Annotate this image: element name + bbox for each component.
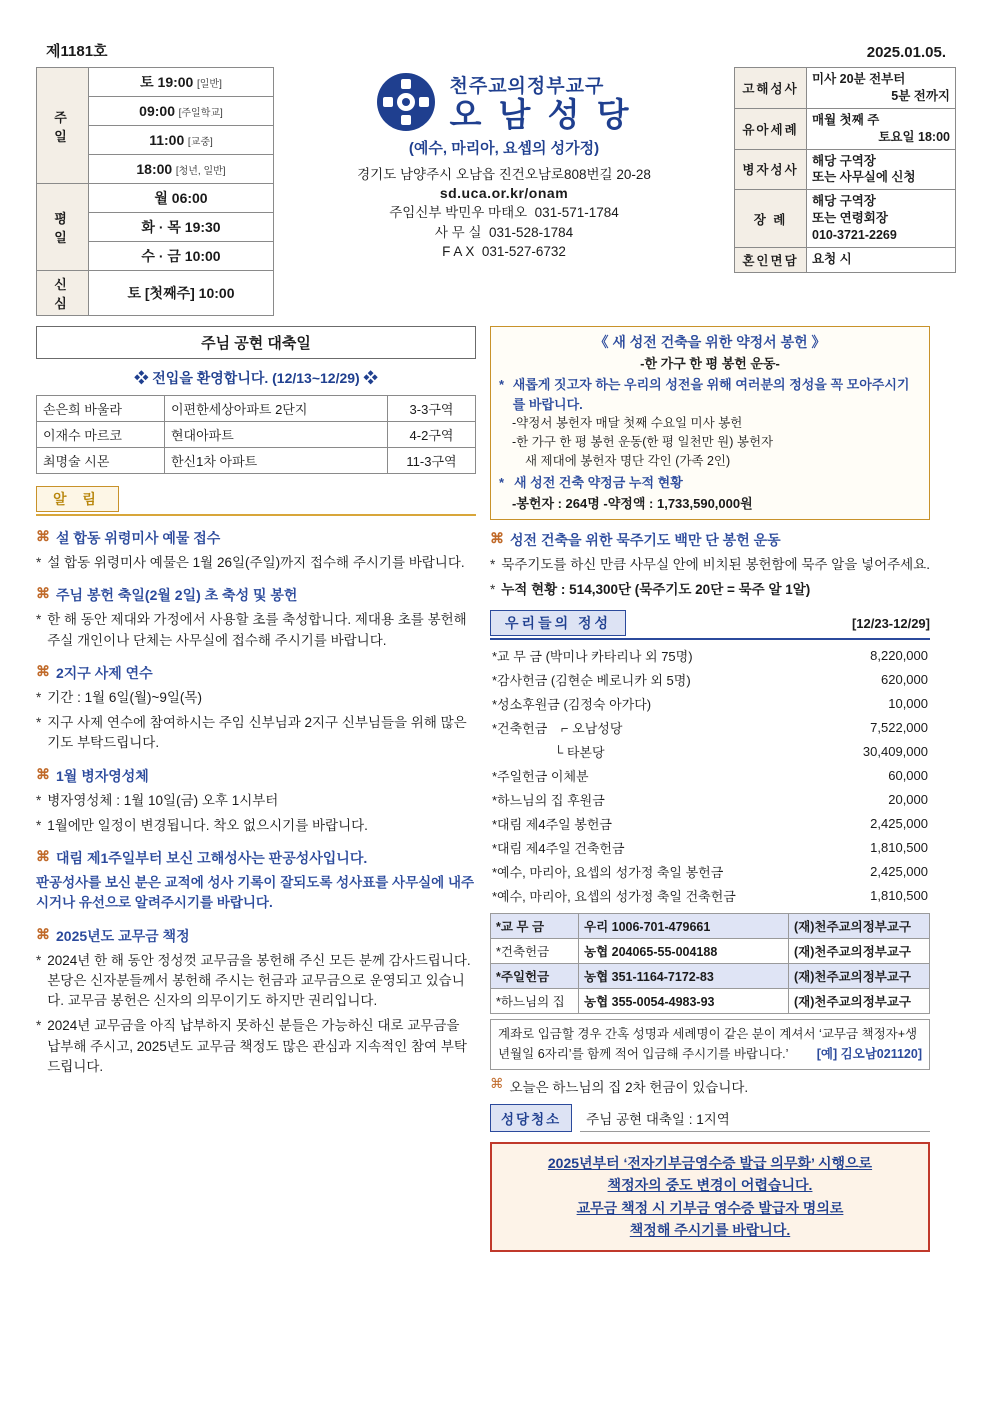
- notice-bullet: [36, 1016, 476, 1077]
- table-row: [490, 883, 930, 907]
- info-label-baptism: 유아세례: [735, 108, 807, 149]
- account-table: [490, 913, 930, 1014]
- offering-amount: 2,425,000: [870, 863, 928, 879]
- mass-note: [청년, 일반]: [175, 166, 226, 177]
- notice-bullet-text: 한 해 동안 제대와 가정에서 사용할 초를 축성합니다. 제대용 초를 봉헌해 주실 개인이나 단체는 사무실에 접수해 주시기를 바랍니다.: [47, 612, 467, 648]
- table-row: [37, 184, 274, 213]
- notice-marker-icon: ⌘: [490, 1076, 504, 1091]
- pledge-sub: -한 가구 한 평 봉헌 운동(한 평 일천만 원) 봉헌자: [512, 434, 774, 449]
- notice-bullet-text: 판공성사를 보신 분은 교적에 성사 기록이 잘되도록 성사표를 사무실에 내주시거나 유선으로 알려주시기를 바랍니다.: [36, 875, 475, 911]
- pledge-box: [490, 326, 930, 520]
- table-row: [491, 989, 930, 1014]
- rosary-bullet-text: 묵주기도를 하신 만큼 사무실 안에 비치된 봉헌함에 묵주 알을 넣어주세요.: [501, 556, 931, 572]
- table-row: [490, 643, 930, 667]
- notice-marker-icon: ⌘: [36, 925, 50, 942]
- notice-bullet: [36, 610, 476, 651]
- notice-bullet: [36, 688, 476, 708]
- notice-heading: [36, 528, 476, 548]
- table-cell: [89, 271, 274, 316]
- warning-line-4: 책정해 주시기를 바랍니다.: [629, 1222, 791, 1239]
- account-holder: (재)천주교의정부교구: [789, 914, 930, 939]
- notice-bullet-text: 2024년 한 해 동안 정성껏 교무금을 봉헌해 주신 모든 분께 감사드립니다. 본당은 신자분들께서 봉헌해 주시는 헌금과 교무금으로 운영되고 있습니다. 교무금 봉헌은 신자의 의무이기도 하지만 권리입니다.: [47, 952, 471, 1008]
- notice-bullet: [36, 816, 476, 836]
- bullet-marker-icon: *: [36, 792, 42, 808]
- pledge-sub: 새 제대에 봉헌자 명단 각인 (가족 2인): [525, 453, 731, 468]
- offering-label: *건축헌금: [492, 720, 548, 736]
- deposit-note-text: 계좌로 입금할 경우 간혹 성명과 세례명이 같은 분이 계셔서 ‘교무금 책정자+생년월일 6자리’를 함께 적어 입금해 주시기를 바랍니다.’: [498, 1027, 918, 1061]
- table-row: [37, 422, 476, 448]
- notice-bullet-text: 병자영성체 : 1월 10일(금) 오후 1시부터: [47, 792, 279, 808]
- bracket-icon: ⌐: [560, 720, 569, 736]
- notice-bullet-text: 2024년 교무금을 아직 납부하지 못하신 분들은 가능하신 대로 교무금을 납부해 주시고, 2025년도 교무금 책정도 많은 관심과 지속적인 참여 부탁드립니다.: [47, 1018, 467, 1074]
- newcomer-name: 손은희 바울라: [37, 396, 165, 422]
- notice-heading: [36, 848, 476, 868]
- parish-address: 경기도 남양주시 오남읍 진건오남로808번길 20-28: [357, 167, 651, 182]
- info-label-confession: 고해성사: [735, 68, 807, 109]
- pledge-line-text: 새롭게 짓고자 하는 우리의 성전을 위해 여러분의 정성을 꼭 모아주시기를 바랍니다.: [512, 377, 910, 412]
- newcomers-table: [36, 395, 476, 474]
- notice-heading-text: 주님 봉헌 축일(2월 2일) 초 축성 및 봉헌: [56, 587, 298, 604]
- table-row: [490, 667, 930, 691]
- info-label-anointing: 병자성사: [735, 149, 807, 190]
- newcomer-name: 최명술 시몬: [37, 448, 165, 474]
- bullet-marker-icon: *: [36, 952, 42, 968]
- notice-bullet-text: 설 합동 위령미사 예물은 1월 26일(주일)까지 접수해 주시기를 바랍니다.: [47, 555, 465, 570]
- notice-heading-text: 설 합동 위령미사 예물 접수: [56, 530, 221, 546]
- bullet-marker-icon: *: [36, 817, 42, 833]
- table-row: [37, 271, 274, 316]
- notice-section-header: [36, 486, 476, 516]
- offering-label: *예수, 마리아, 요셉의 성가정 축일 봉헌금: [492, 864, 724, 880]
- table-row: [490, 811, 930, 835]
- newcomer-zone: 11-3구역: [388, 448, 476, 474]
- bullet-marker-icon: *: [490, 556, 496, 572]
- account-number: 농협 204065-55-004188: [579, 939, 789, 964]
- mass-time: 토 19:00: [140, 74, 194, 90]
- info-line: 미사 20분 전부터: [812, 72, 906, 86]
- table-cell: [89, 184, 274, 213]
- notice-heading: [36, 766, 476, 786]
- logo-row: [280, 71, 728, 133]
- bullet-marker-icon: *: [499, 377, 505, 392]
- notice-marker-icon: ⌘: [36, 528, 50, 544]
- bullet-marker-icon: *: [36, 555, 42, 570]
- offering-amount: 620,000: [881, 671, 928, 687]
- notice-bullet: [36, 873, 476, 914]
- table-row: [735, 190, 956, 248]
- contact-label: 주임신부 박민우 마태오: [389, 205, 528, 220]
- offering-title: 우리들의 정성: [490, 610, 626, 636]
- mass-time: 화 · 목 19:30: [141, 219, 221, 235]
- info-line: 요청 시: [812, 252, 852, 267]
- table-row: [490, 691, 930, 715]
- account-number: 우리 1006-701-479661: [579, 914, 789, 939]
- mass-note: [교중]: [187, 137, 213, 148]
- offering-amount: 1,810,500: [870, 887, 928, 903]
- notice-bullet-text: 지구 사제 연수에 참여하시는 주임 신부님과 2지구 신부님들을 위해 많은 기도 부탁드립니다.: [47, 715, 467, 751]
- contact-value: 031-527-6732: [481, 244, 566, 260]
- table-cell: [89, 155, 274, 184]
- table-row: [37, 396, 476, 422]
- info-line: 해당 구역장: [812, 194, 876, 209]
- notice-bullet-text: 기간 : 1월 6일(월)~9일(목): [47, 689, 202, 705]
- mass-time: 18:00: [136, 161, 173, 177]
- warning-line-2: 책정자의 중도 변경이 어렵습니다.: [607, 1177, 813, 1194]
- table-row: [491, 914, 930, 939]
- contact-value: 031-571-1784: [534, 205, 619, 220]
- notice-marker-icon: ⌘: [490, 529, 504, 546]
- contact-row: [280, 223, 728, 243]
- mass-label-sunday: 주 일: [37, 68, 89, 184]
- mass-time: 수 · 금 10:00: [141, 248, 221, 264]
- offering-table: [490, 643, 930, 907]
- table-row: [735, 247, 956, 272]
- mass-time: 토 [첫째주] 10:00: [127, 285, 235, 301]
- offering-label: *대림 제4주일 건축헌금: [492, 840, 625, 856]
- notice-title: 알 림: [36, 486, 119, 512]
- account-number: 농협 351-1164-7172-83: [579, 964, 789, 989]
- notice-bullet: [36, 951, 476, 1012]
- cleaning-value: 주님 공현 대축일 : 1지역: [580, 1105, 930, 1132]
- table-row: [37, 448, 476, 474]
- offering-header: [490, 610, 930, 640]
- offering-amount: 10,000: [888, 695, 928, 711]
- warning-box: [490, 1142, 930, 1252]
- notice-heading-text: 1월 병자영성체: [56, 767, 149, 784]
- info-line: 토요일 18:00: [878, 129, 950, 144]
- notice-heading: [36, 926, 476, 946]
- notice-bullet: [36, 791, 476, 811]
- table-row: [490, 787, 930, 811]
- issue-number: 제1181호: [46, 43, 108, 60]
- mass-note: [일반]: [196, 79, 222, 90]
- offering-label: *대림 제4주일 봉헌금: [492, 816, 612, 832]
- warning-line-3: 교무금 책정 시 기부금 영수증 발급자 명의로: [576, 1199, 844, 1216]
- content-columns: [36, 326, 956, 1252]
- notice-item: [36, 528, 476, 573]
- second-collection-text: 오늘은 하느님의 집 2차 헌금이 있습니다.: [509, 1080, 749, 1095]
- contact-label: 사 무 실: [434, 224, 482, 240]
- notice-item: [36, 766, 476, 837]
- rosary-bullet: [490, 555, 930, 575]
- offering-label: *예수, 마리아, 요셉의 성가정 축일 건축헌금: [492, 888, 736, 904]
- rosary-heading: [490, 530, 930, 550]
- info-line: 또는 사무실에 신청: [812, 170, 916, 185]
- newcomer-apartment: 한신1차 아파트: [165, 448, 388, 474]
- bullet-marker-icon: *: [36, 1018, 42, 1034]
- bullet-marker-icon: *: [499, 475, 505, 491]
- table-row: [37, 68, 274, 97]
- offering-label: *하느님의 집 후원금: [492, 792, 605, 808]
- rosary-bullet: [490, 580, 930, 600]
- pledge-line: [499, 375, 921, 414]
- diocese-name: 천주교의정부교구: [449, 76, 605, 98]
- bracket-icon: └: [554, 744, 564, 760]
- account-holder: (재)천주교의정부교구: [789, 989, 930, 1014]
- notice-marker-icon: ⌘: [36, 848, 50, 864]
- notice-heading-text: 대림 제1주일부터 보신 고해성사는 판공성사입니다.: [56, 850, 368, 866]
- feast-banner: 주님 공현 대축일: [36, 326, 476, 359]
- warning-line-1: 2025년부터 ‘전자기부금영수증 발급 의무화’ 시행으로: [547, 1155, 873, 1171]
- notice-heading: [36, 585, 476, 605]
- mass-time: 11:00: [149, 132, 185, 148]
- parish-identity: [280, 67, 728, 262]
- contact-row: [280, 203, 728, 223]
- offering-amount: 1,810,500: [870, 839, 928, 855]
- bullet-marker-icon: *: [36, 715, 42, 730]
- rosary-heading-text: 성전 건축을 위한 묵주기도 백만 단 봉헌 운동: [510, 531, 781, 548]
- left-column: [36, 326, 476, 1252]
- mass-time: 월 06:00: [154, 190, 208, 206]
- offering-amount: 2,425,000: [870, 815, 928, 831]
- pledge-subtitle: -한 가구 한 평 봉헌 운동-: [640, 356, 780, 371]
- notice-bullet: [36, 553, 476, 573]
- bullet-marker-icon: *: [490, 582, 496, 597]
- pledge-total: -봉헌자 : 264명 -약정액 : 1,733,590,000원: [512, 495, 753, 511]
- table-cell: [89, 68, 274, 97]
- notice-bullet: [36, 713, 476, 754]
- parish-subtitle: (예수, 마리아, 요셉의 성가정): [408, 140, 600, 157]
- info-line: 해당 구역장: [812, 153, 876, 168]
- table-row: [490, 859, 930, 883]
- pledge-sub: -약정서 봉헌자 매달 첫째 수요일 미사 봉헌: [512, 416, 743, 430]
- table-row: [491, 939, 930, 964]
- info-line: 010-3721-2269: [812, 228, 897, 242]
- notice-marker-icon: ⌘: [36, 662, 50, 679]
- table-cell: [490, 739, 822, 763]
- notice-item: [36, 926, 476, 1078]
- sacrament-info-table: [734, 67, 956, 273]
- account-number: 농협 355-0054-4983-93: [579, 989, 789, 1014]
- bullet-marker-icon: *: [36, 612, 42, 628]
- newcomer-apartment: 현대아파트: [165, 422, 388, 448]
- offering-label: *감사헌금 (김현순 베로니카 외 5명): [492, 672, 691, 688]
- table-cell: [89, 213, 274, 242]
- bullet-marker-icon: *: [36, 689, 42, 705]
- table-row: [735, 68, 956, 109]
- info-line: 매월 첫째 주: [812, 112, 880, 127]
- offering-label: *교 무 금 (박미나 카타리나 외 75명): [492, 648, 693, 664]
- table-row: [490, 835, 930, 859]
- account-holder: (재)천주교의정부교구: [789, 939, 930, 964]
- offering-amount: 20,000: [888, 791, 928, 807]
- notice-bullet-text: 1월에만 일정이 변경됩니다. 착오 없으시기를 바랍니다.: [47, 817, 368, 833]
- offering-amount: 7,522,000: [870, 719, 928, 735]
- info-label-marriage: 혼인면담: [735, 247, 807, 272]
- info-line: 5분 전까지: [891, 88, 950, 103]
- table-row: [491, 964, 930, 989]
- newcomer-apartment: 이편한세상아파트 2단지: [165, 396, 388, 422]
- deposit-note-example: [예] 김오남021120]: [816, 1046, 922, 1061]
- second-collection-note: [490, 1076, 930, 1096]
- cleaning-row: [490, 1104, 930, 1132]
- offering-label: *주일헌금 이체분: [492, 768, 589, 784]
- table-row: [490, 739, 930, 763]
- header: [36, 67, 956, 316]
- pledge-line: [499, 473, 921, 493]
- account-name: *교 무 금: [491, 914, 579, 939]
- newcomer-zone: 3-3구역: [388, 396, 476, 422]
- offering-period: [12/23-12/29]: [851, 615, 930, 631]
- rosary-bullet-text: 누적 현황 : 514,300단 (묵주기도 20단 = 묵주 알 1알): [501, 582, 811, 597]
- offering-label: *성소후원금 (김정숙 아가다): [492, 696, 652, 712]
- info-line: 또는 연령회장: [812, 211, 888, 226]
- table-cell: [807, 108, 956, 149]
- notice-marker-icon: ⌘: [36, 585, 50, 602]
- notice-heading: [36, 663, 476, 683]
- mass-schedule-table: [36, 67, 274, 316]
- offering-amount: 8,220,000: [870, 647, 928, 663]
- account-name: *건축헌금: [491, 939, 579, 964]
- table-row: [735, 108, 956, 149]
- deposit-note-box: [490, 1019, 930, 1070]
- table-cell: [807, 190, 956, 248]
- notice-heading-text: 2지구 사제 연수: [56, 664, 153, 681]
- pledge-title: 《 새 성전 건축을 위한 약정서 봉헌 》: [594, 334, 826, 350]
- newcomer-name: 이재수 마르코: [37, 422, 165, 448]
- parish-website: sd.uca.or.kr/onam: [439, 185, 569, 201]
- rosary-item: [490, 530, 930, 601]
- table-row: [490, 715, 930, 739]
- newcomer-zone: 4-2구역: [388, 422, 476, 448]
- notice-item: [36, 663, 476, 754]
- contact-label: F A X: [442, 244, 475, 260]
- pledge-line-text: 새 성전 건축 약정금 누적 현황: [514, 475, 683, 491]
- table-cell: [807, 149, 956, 190]
- issue-date: 2025.01.05.: [866, 44, 946, 61]
- notice-item: [36, 848, 476, 914]
- mass-note: [주일학교]: [178, 108, 223, 119]
- mass-label-devotion: 신 심: [37, 271, 89, 316]
- right-column: [490, 326, 930, 1252]
- welcome-line: ❖ 전입을 환영합니다. (12/13~12/29) ❖: [134, 370, 378, 386]
- table-cell: [807, 247, 956, 272]
- contact-value: 031-528-1784: [489, 224, 574, 240]
- table-cell: [89, 242, 274, 271]
- mass-label-weekday: 평 일: [37, 184, 89, 271]
- parish-contacts: [280, 203, 728, 262]
- contact-row: [280, 242, 728, 262]
- table-cell: [490, 715, 822, 739]
- notice-marker-icon: ⌘: [36, 765, 50, 782]
- account-name: *하느님의 집: [491, 989, 579, 1014]
- offering-sublabel: 오남성당: [572, 720, 623, 736]
- offering-amount: 30,409,000: [862, 743, 928, 759]
- notice-heading-text: 2025년도 교무금 책정: [56, 927, 190, 944]
- parish-name: 오 남 성 당: [449, 96, 633, 134]
- top-bar: [36, 40, 956, 67]
- parish-logo-icon: [375, 71, 437, 133]
- offering-sublabel: 타본당: [566, 744, 605, 760]
- table-row: [735, 149, 956, 190]
- table-cell: [89, 97, 274, 126]
- parish-names: [449, 71, 632, 133]
- table-row: [490, 763, 930, 787]
- account-holder: (재)천주교의정부교구: [789, 964, 930, 989]
- info-label-funeral: 장 례: [735, 190, 807, 248]
- account-name: *주일헌금: [491, 964, 579, 989]
- mass-time: 09:00: [139, 103, 175, 119]
- offering-amount: 60,000: [888, 767, 928, 783]
- cleaning-label: 성당청소: [490, 1104, 572, 1132]
- table-cell: [89, 126, 274, 155]
- notice-item: [36, 585, 476, 651]
- divider: [36, 514, 476, 516]
- table-cell: [807, 68, 956, 109]
